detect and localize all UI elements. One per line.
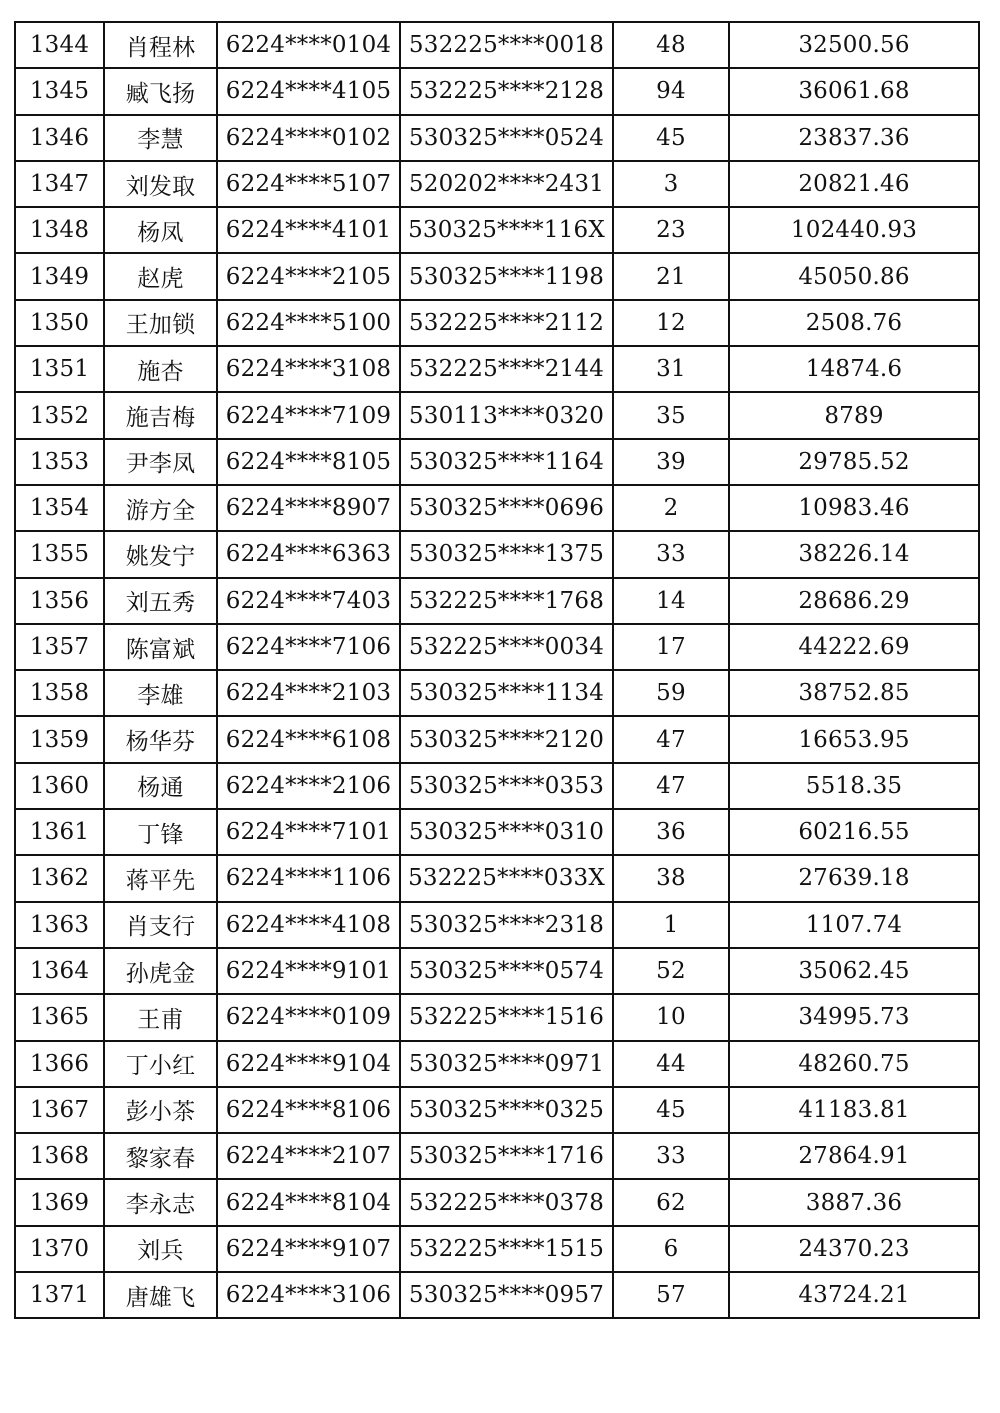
amount-cell: 8789 <box>729 392 979 438</box>
table-row <box>15 115 979 161</box>
row-number-cell: 1366 <box>15 1041 104 1087</box>
name-cell: 黎家春 <box>104 1133 217 1179</box>
name-cell: 杨通 <box>104 763 217 809</box>
amount-cell: 29785.52 <box>729 439 979 485</box>
name-cell: 臧飞扬 <box>104 68 217 114</box>
table-row <box>15 300 979 346</box>
id-number-cell: 530325****2120 <box>400 716 613 762</box>
table-row <box>15 392 979 438</box>
count-cell: 38 <box>613 855 729 901</box>
name-cell: 游方全 <box>104 485 217 531</box>
id-number-cell: 532225****2144 <box>400 346 613 392</box>
table-row <box>15 22 979 68</box>
count-cell: 33 <box>613 1133 729 1179</box>
name-cell: 肖支行 <box>104 902 217 948</box>
row-number-cell: 1352 <box>15 392 104 438</box>
table-row <box>15 763 979 809</box>
amount-cell: 23837.36 <box>729 115 979 161</box>
bank-card-cell: 6224****3106 <box>217 1272 400 1318</box>
bank-card-cell: 6224****8106 <box>217 1087 400 1133</box>
id-number-cell: 530325****0310 <box>400 809 613 855</box>
row-number-cell: 1353 <box>15 439 104 485</box>
name-cell: 李慧 <box>104 115 217 161</box>
amount-cell: 32500.56 <box>729 22 979 68</box>
table-row <box>15 161 979 207</box>
row-number-cell: 1351 <box>15 346 104 392</box>
row-number-cell: 1349 <box>15 253 104 299</box>
count-cell: 10 <box>613 994 729 1040</box>
name-cell: 尹李凤 <box>104 439 217 485</box>
bank-card-cell: 6224****2105 <box>217 253 400 299</box>
id-number-cell: 530325****1134 <box>400 670 613 716</box>
amount-cell: 102440.93 <box>729 207 979 253</box>
table-row <box>15 253 979 299</box>
amount-cell: 16653.95 <box>729 716 979 762</box>
amount-cell: 10983.46 <box>729 485 979 531</box>
table-row <box>15 1226 979 1272</box>
amount-cell: 36061.68 <box>729 68 979 114</box>
name-cell: 刘发取 <box>104 161 217 207</box>
count-cell: 17 <box>613 624 729 670</box>
amount-cell: 27639.18 <box>729 855 979 901</box>
row-number-cell: 1346 <box>15 115 104 161</box>
id-number-cell: 530325****2318 <box>400 902 613 948</box>
id-number-cell: 532225****1516 <box>400 994 613 1040</box>
row-number-cell: 1354 <box>15 485 104 531</box>
table-row <box>15 1041 979 1087</box>
name-cell: 刘兵 <box>104 1226 217 1272</box>
count-cell: 47 <box>613 763 729 809</box>
bank-card-cell: 6224****2106 <box>217 763 400 809</box>
ledger-body <box>15 22 979 1318</box>
bank-card-cell: 6224****9107 <box>217 1226 400 1272</box>
amount-cell: 34995.73 <box>729 994 979 1040</box>
id-number-cell: 530325****0696 <box>400 485 613 531</box>
table-row <box>15 994 979 1040</box>
count-cell: 39 <box>613 439 729 485</box>
id-number-cell: 532225****033X <box>400 855 613 901</box>
count-cell: 6 <box>613 1226 729 1272</box>
bank-card-cell: 6224****5100 <box>217 300 400 346</box>
name-cell: 刘五秀 <box>104 578 217 624</box>
id-number-cell: 530325****0971 <box>400 1041 613 1087</box>
amount-cell: 38226.14 <box>729 531 979 577</box>
count-cell: 14 <box>613 578 729 624</box>
count-cell: 44 <box>613 1041 729 1087</box>
table-row <box>15 716 979 762</box>
name-cell: 赵虎 <box>104 253 217 299</box>
name-cell: 王甫 <box>104 994 217 1040</box>
table-row <box>15 346 979 392</box>
count-cell: 35 <box>613 392 729 438</box>
id-number-cell: 532225****0018 <box>400 22 613 68</box>
name-cell: 陈富斌 <box>104 624 217 670</box>
count-cell: 57 <box>613 1272 729 1318</box>
count-cell: 23 <box>613 207 729 253</box>
table-row <box>15 68 979 114</box>
bank-card-cell: 6224****6108 <box>217 716 400 762</box>
count-cell: 1 <box>613 902 729 948</box>
amount-cell: 5518.35 <box>729 763 979 809</box>
row-number-cell: 1367 <box>15 1087 104 1133</box>
amount-cell: 3887.36 <box>729 1179 979 1225</box>
id-number-cell: 532225****2128 <box>400 68 613 114</box>
name-cell: 孙虎金 <box>104 948 217 994</box>
amount-cell: 43724.21 <box>729 1272 979 1318</box>
amount-cell: 14874.6 <box>729 346 979 392</box>
id-number-cell: 532225****0378 <box>400 1179 613 1225</box>
amount-cell: 48260.75 <box>729 1041 979 1087</box>
table-row <box>15 485 979 531</box>
bank-card-cell: 6224****2107 <box>217 1133 400 1179</box>
name-cell: 杨华芬 <box>104 716 217 762</box>
id-number-cell: 530325****0325 <box>400 1087 613 1133</box>
id-number-cell: 530325****0353 <box>400 763 613 809</box>
table-row <box>15 439 979 485</box>
bank-card-cell: 6224****6363 <box>217 531 400 577</box>
id-number-cell: 532225****0034 <box>400 624 613 670</box>
bank-card-cell: 6224****5107 <box>217 161 400 207</box>
name-cell: 李永志 <box>104 1179 217 1225</box>
row-number-cell: 1368 <box>15 1133 104 1179</box>
table-row <box>15 809 979 855</box>
id-number-cell: 530325****1716 <box>400 1133 613 1179</box>
count-cell: 59 <box>613 670 729 716</box>
count-cell: 94 <box>613 68 729 114</box>
id-number-cell: 530325****0524 <box>400 115 613 161</box>
row-number-cell: 1347 <box>15 161 104 207</box>
count-cell: 62 <box>613 1179 729 1225</box>
id-number-cell: 532225****2112 <box>400 300 613 346</box>
row-number-cell: 1355 <box>15 531 104 577</box>
row-number-cell: 1357 <box>15 624 104 670</box>
row-number-cell: 1344 <box>15 22 104 68</box>
count-cell: 45 <box>613 1087 729 1133</box>
row-number-cell: 1369 <box>15 1179 104 1225</box>
bank-card-cell: 6224****8105 <box>217 439 400 485</box>
name-cell: 姚发宁 <box>104 531 217 577</box>
id-number-cell: 520202****2431 <box>400 161 613 207</box>
amount-cell: 38752.85 <box>729 670 979 716</box>
name-cell: 丁锋 <box>104 809 217 855</box>
row-number-cell: 1362 <box>15 855 104 901</box>
bank-card-cell: 6224****1106 <box>217 855 400 901</box>
amount-cell: 44222.69 <box>729 624 979 670</box>
bank-card-cell: 6224****0104 <box>217 22 400 68</box>
id-number-cell: 530325****1198 <box>400 253 613 299</box>
row-number-cell: 1370 <box>15 1226 104 1272</box>
row-number-cell: 1365 <box>15 994 104 1040</box>
bank-card-cell: 6224****0109 <box>217 994 400 1040</box>
name-cell: 丁小红 <box>104 1041 217 1087</box>
bank-card-cell: 6224****8104 <box>217 1179 400 1225</box>
ledger-table <box>14 21 980 1319</box>
count-cell: 36 <box>613 809 729 855</box>
table-row <box>15 1133 979 1179</box>
bank-card-cell: 6224****7101 <box>217 809 400 855</box>
bank-card-cell: 6224****4105 <box>217 68 400 114</box>
id-number-cell: 532225****1515 <box>400 1226 613 1272</box>
name-cell: 彭小茶 <box>104 1087 217 1133</box>
id-number-cell: 530325****1375 <box>400 531 613 577</box>
name-cell: 施吉梅 <box>104 392 217 438</box>
table-row <box>15 948 979 994</box>
count-cell: 12 <box>613 300 729 346</box>
table-row <box>15 207 979 253</box>
bank-card-cell: 6224****8907 <box>217 485 400 531</box>
amount-cell: 1107.74 <box>729 902 979 948</box>
count-cell: 47 <box>613 716 729 762</box>
id-number-cell: 530113****0320 <box>400 392 613 438</box>
row-number-cell: 1363 <box>15 902 104 948</box>
bank-card-cell: 6224****4108 <box>217 902 400 948</box>
count-cell: 52 <box>613 948 729 994</box>
count-cell: 48 <box>613 22 729 68</box>
bank-card-cell: 6224****3108 <box>217 346 400 392</box>
row-number-cell: 1348 <box>15 207 104 253</box>
amount-cell: 20821.46 <box>729 161 979 207</box>
amount-cell: 41183.81 <box>729 1087 979 1133</box>
bank-card-cell: 6224****0102 <box>217 115 400 161</box>
amount-cell: 2508.76 <box>729 300 979 346</box>
bank-card-cell: 6224****7109 <box>217 392 400 438</box>
id-number-cell: 530325****116X <box>400 207 613 253</box>
row-number-cell: 1359 <box>15 716 104 762</box>
table-row <box>15 624 979 670</box>
table-row <box>15 902 979 948</box>
count-cell: 21 <box>613 253 729 299</box>
name-cell: 杨凤 <box>104 207 217 253</box>
count-cell: 45 <box>613 115 729 161</box>
row-number-cell: 1356 <box>15 578 104 624</box>
count-cell: 31 <box>613 346 729 392</box>
name-cell: 李雄 <box>104 670 217 716</box>
id-number-cell: 530325****0574 <box>400 948 613 994</box>
row-number-cell: 1350 <box>15 300 104 346</box>
name-cell: 蒋平先 <box>104 855 217 901</box>
count-cell: 33 <box>613 531 729 577</box>
table-row <box>15 1179 979 1225</box>
name-cell: 施杏 <box>104 346 217 392</box>
amount-cell: 27864.91 <box>729 1133 979 1179</box>
id-number-cell: 532225****1768 <box>400 578 613 624</box>
name-cell: 唐雄飞 <box>104 1272 217 1318</box>
row-number-cell: 1345 <box>15 68 104 114</box>
amount-cell: 28686.29 <box>729 578 979 624</box>
table-row <box>15 1087 979 1133</box>
id-number-cell: 530325****1164 <box>400 439 613 485</box>
bank-card-cell: 6224****7403 <box>217 578 400 624</box>
amount-cell: 60216.55 <box>729 809 979 855</box>
count-cell: 3 <box>613 161 729 207</box>
bank-card-cell: 6224****2103 <box>217 670 400 716</box>
amount-cell: 45050.86 <box>729 253 979 299</box>
bank-card-cell: 6224****9104 <box>217 1041 400 1087</box>
table-row <box>15 531 979 577</box>
count-cell: 2 <box>613 485 729 531</box>
name-cell: 王加锁 <box>104 300 217 346</box>
table-row <box>15 670 979 716</box>
row-number-cell: 1358 <box>15 670 104 716</box>
bank-card-cell: 6224****9101 <box>217 948 400 994</box>
table-row <box>15 1272 979 1318</box>
table-row <box>15 855 979 901</box>
row-number-cell: 1371 <box>15 1272 104 1318</box>
row-number-cell: 1364 <box>15 948 104 994</box>
id-number-cell: 530325****0957 <box>400 1272 613 1318</box>
row-number-cell: 1360 <box>15 763 104 809</box>
table-row <box>15 578 979 624</box>
name-cell: 肖程林 <box>104 22 217 68</box>
amount-cell: 35062.45 <box>729 948 979 994</box>
row-number-cell: 1361 <box>15 809 104 855</box>
bank-card-cell: 6224****7106 <box>217 624 400 670</box>
amount-cell: 24370.23 <box>729 1226 979 1272</box>
bank-card-cell: 6224****4101 <box>217 207 400 253</box>
